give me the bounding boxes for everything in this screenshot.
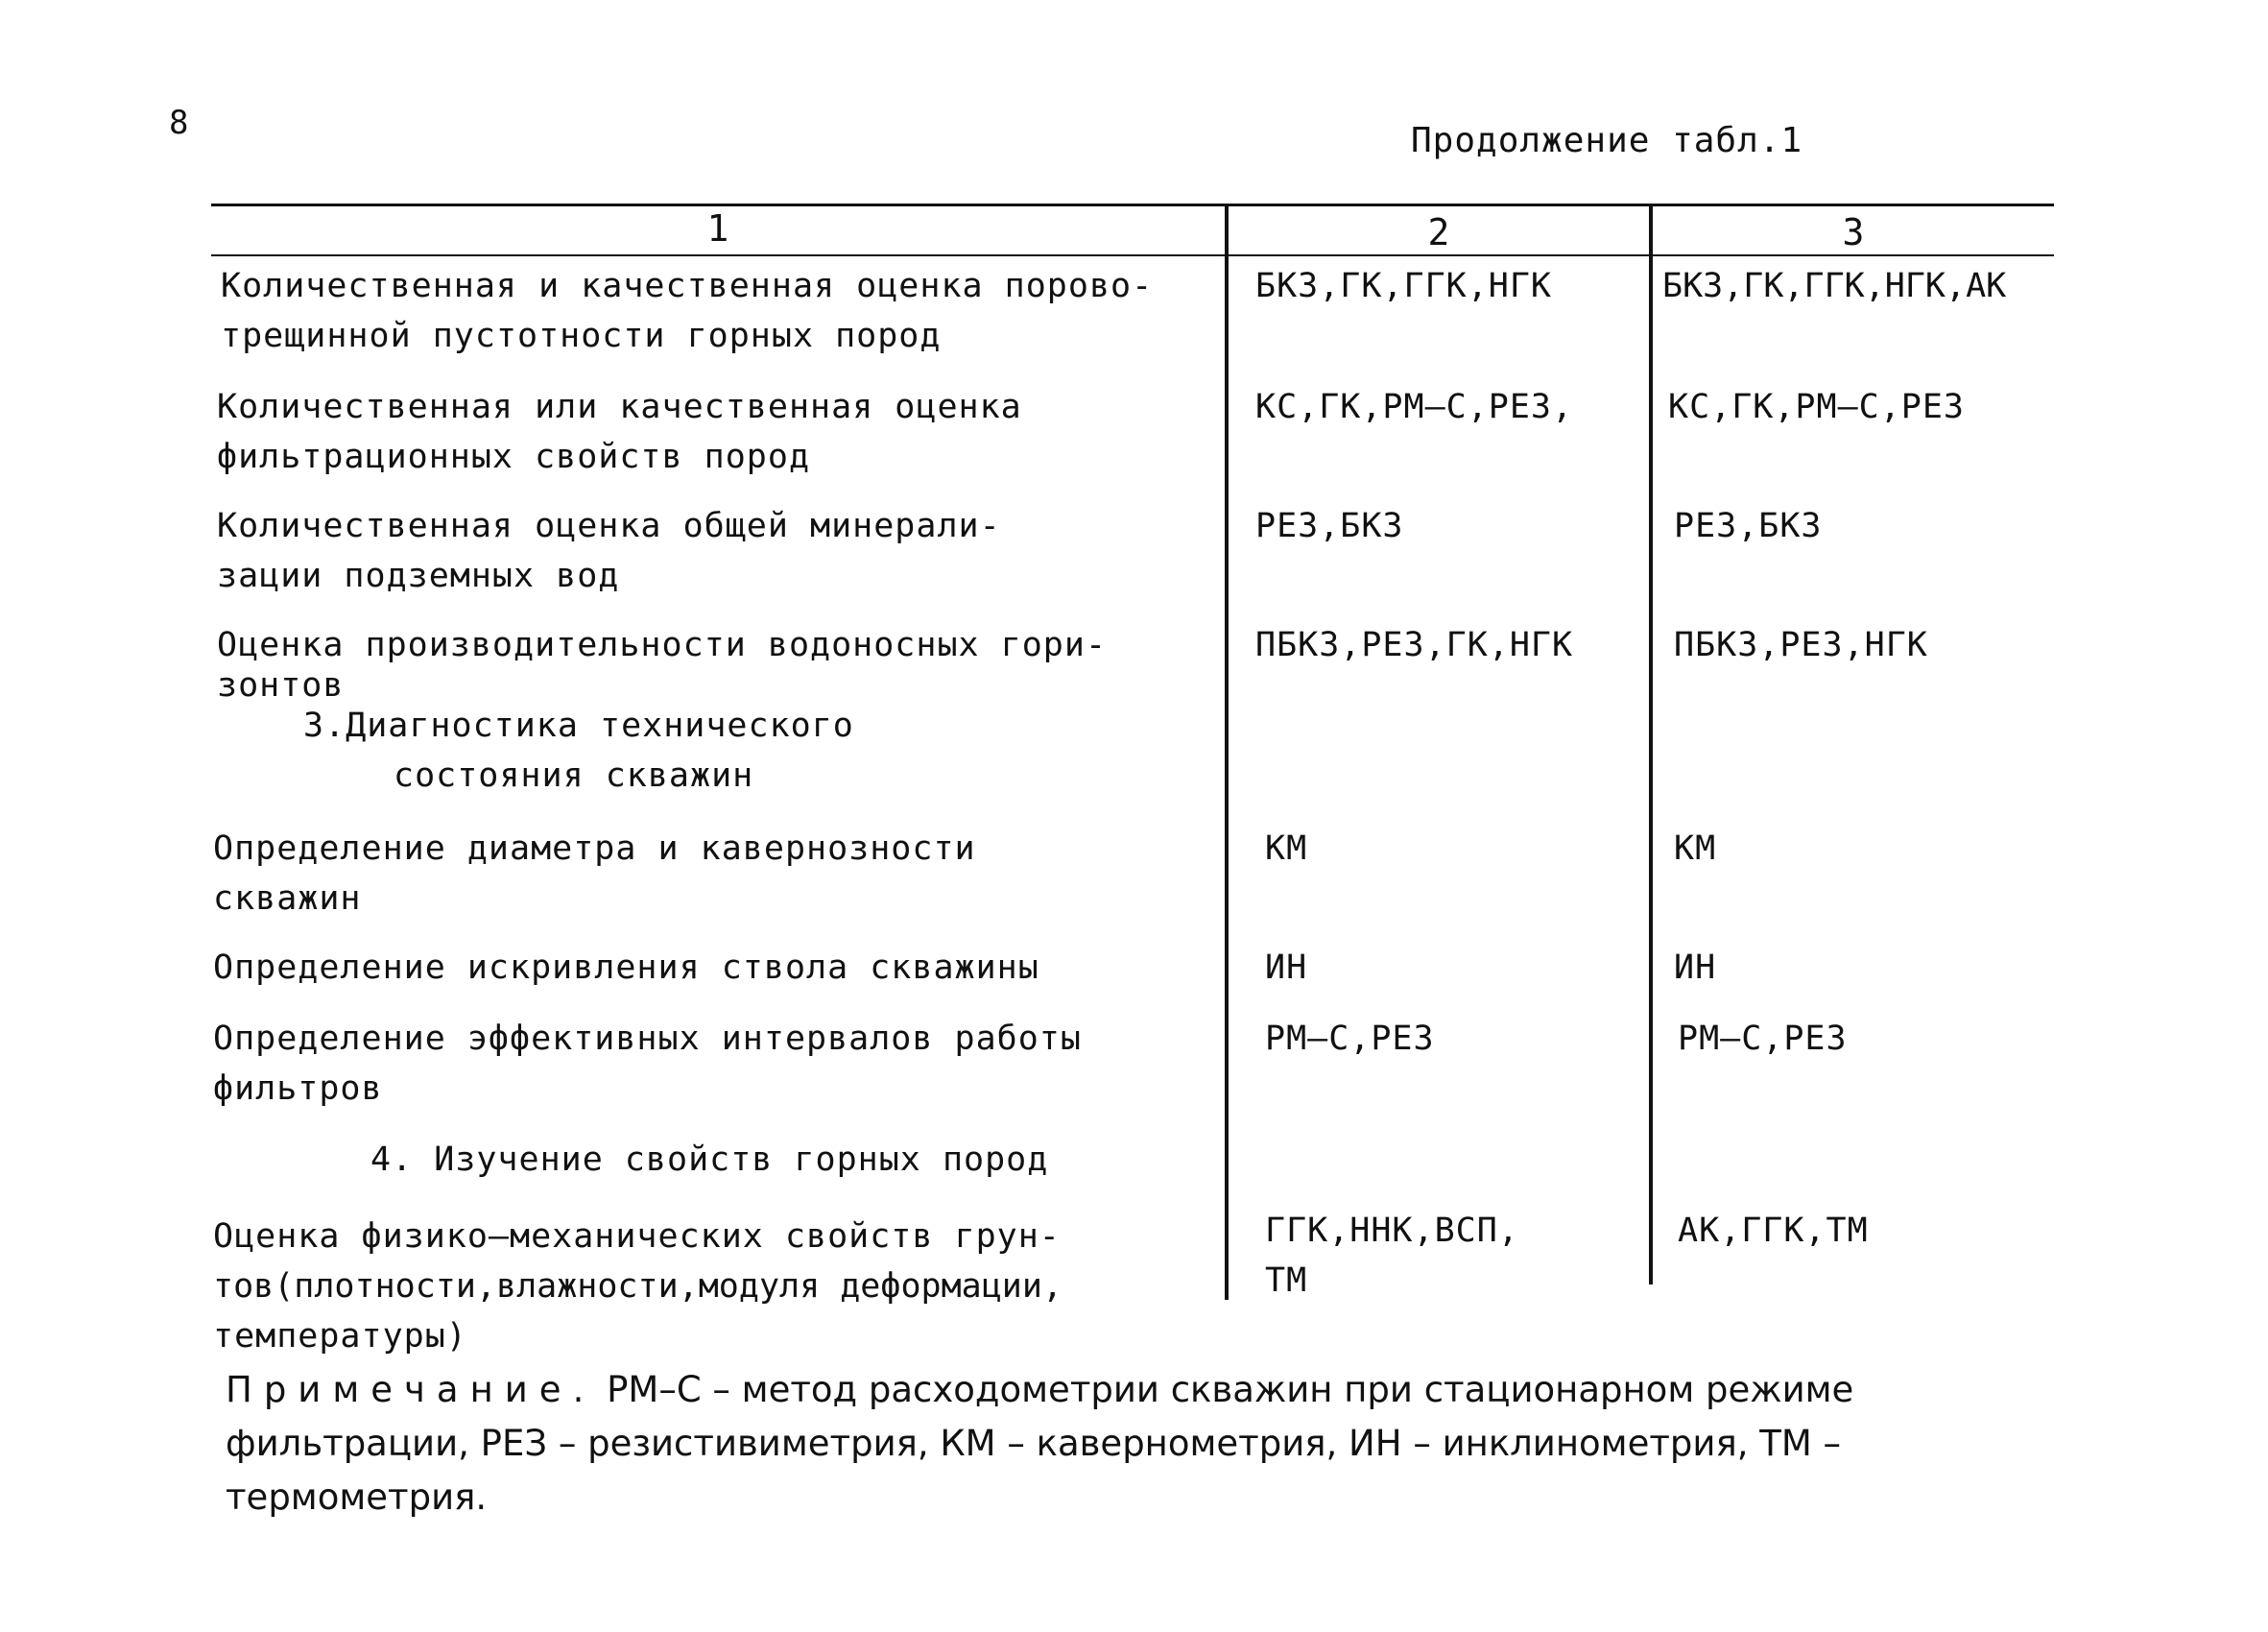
cell-line: КС,ГК,РМ–С,РЕЗ, (1255, 388, 1574, 426)
row-2-col-1 (217, 382, 1022, 482)
row-6-col-2 (1265, 824, 1307, 874)
cell-line: Количественная или качественная оценка (217, 388, 1022, 426)
cell-line: фильтров (213, 1069, 383, 1108)
cell-line: РМ–С,РЕЗ (1678, 1020, 1848, 1058)
row-10-col-3 (1678, 1206, 1869, 1256)
section-heading-4 (370, 1135, 1048, 1185)
cell-line: Определение искривления ствола скважины (213, 948, 1039, 987)
cell-line: КМ (1674, 829, 1717, 868)
row-3-col-3 (1674, 501, 1823, 551)
cell-line: Количественная и качественная оценка порово- (221, 267, 1154, 305)
note-lead: Примечание. (226, 1369, 596, 1410)
cell-line: ГГК,ННК,ВСП, (1265, 1212, 1519, 1250)
row-10-col-1 (213, 1212, 1062, 1361)
cell-line: Количественная оценка общей минерали- (217, 507, 1001, 545)
section-heading-3 (303, 701, 854, 801)
cell-line: ИН (1674, 948, 1717, 987)
cell-line: РМ–С,РЕЗ (1265, 1020, 1435, 1058)
column-divider-1 (1225, 205, 1229, 1300)
cell-line: ТМ (1265, 1261, 1308, 1300)
cell-line: зонтов (217, 666, 345, 705)
row-7-col-2 (1265, 943, 1307, 993)
cell-line: БКЗ,ГК,ГГК,НГК,АК (1662, 267, 2007, 305)
cell-line: АК,ГГК,ТМ (1678, 1212, 1869, 1250)
cell-line: зации подземных вод (217, 557, 620, 595)
column-header-1: 1 (706, 207, 729, 250)
row-2-col-2 (1255, 382, 1573, 432)
cell-line: фильтрационных свойств пород (217, 438, 811, 476)
cell-line: Определение эффективных интервалов работы (213, 1020, 1082, 1058)
row-1-col-3 (1662, 261, 2006, 311)
table-top-rule (211, 204, 2054, 206)
section-line: состояния скважин (394, 756, 754, 795)
row-4-col-3 (1674, 620, 1928, 670)
row-7-col-3 (1674, 943, 1716, 993)
cell-line: КМ (1265, 829, 1308, 868)
row-3-col-2 (1255, 501, 1404, 551)
cell-line: Оценка физико–механических свойств грун- (213, 1217, 1061, 1256)
cell-line: Оценка производительности водоносных гори- (217, 626, 1108, 664)
section-line: 3.Диагностика технического (303, 707, 854, 745)
cell-line: скважин (213, 879, 362, 918)
column-divider-2 (1649, 205, 1653, 1284)
row-10-col-2 (1265, 1206, 1519, 1306)
column-header-3: 3 (1842, 211, 1865, 253)
cell-line: Определение диаметра и кавернозности (213, 829, 976, 868)
cell-line: БКЗ,ГК,ГГК,НГК (1255, 267, 1553, 305)
cell-line: ПБКЗ,РЕЗ,ГК,НГК (1255, 626, 1574, 664)
row-6-col-1 (213, 824, 976, 924)
row-2-col-3 (1668, 382, 1965, 432)
row-4-col-1 (217, 620, 1107, 710)
row-8-col-1 (213, 1014, 1082, 1114)
cell-line: тов(плотности,влажности,модуля деформации, (213, 1267, 1063, 1306)
cell-line: температуры) (213, 1317, 467, 1356)
note-text: РМ–С – метод расходометрии скважин при стационарном режиме фильтрации, РЕЗ – резистивиметрия, КМ – кавернометрия, ИН – инклинометрия, ТМ – термометрия. (226, 1369, 1854, 1518)
row-4-col-2 (1255, 620, 1573, 670)
row-7-col-1 (213, 943, 1039, 993)
cell-line: ПБКЗ,РЕЗ,НГК (1674, 626, 1928, 664)
cell-line: РЕЗ,БКЗ (1674, 507, 1823, 545)
row-8-col-3 (1678, 1014, 1848, 1064)
cell-line: трещинной пустотности горных пород (221, 317, 942, 355)
cell-line: РЕЗ,БКЗ (1255, 507, 1404, 545)
section-line: 4. Изучение свойств горных пород (370, 1140, 1049, 1179)
row-8-col-2 (1265, 1014, 1435, 1064)
page-number: 8 (169, 104, 185, 142)
cell-line: ИН (1265, 948, 1308, 987)
table-caption: Продолжение табл.1 (1411, 121, 1803, 160)
row-6-col-3 (1674, 824, 1716, 874)
row-1-col-1 (221, 261, 1153, 361)
header-underline-rule (211, 254, 2054, 256)
table-note (226, 1363, 2097, 1524)
cell-line: КС,ГК,РМ–С,РЕЗ (1668, 388, 1966, 426)
row-1-col-2 (1255, 261, 1552, 311)
column-header-2: 2 (1427, 211, 1450, 253)
row-3-col-1 (217, 501, 1001, 601)
